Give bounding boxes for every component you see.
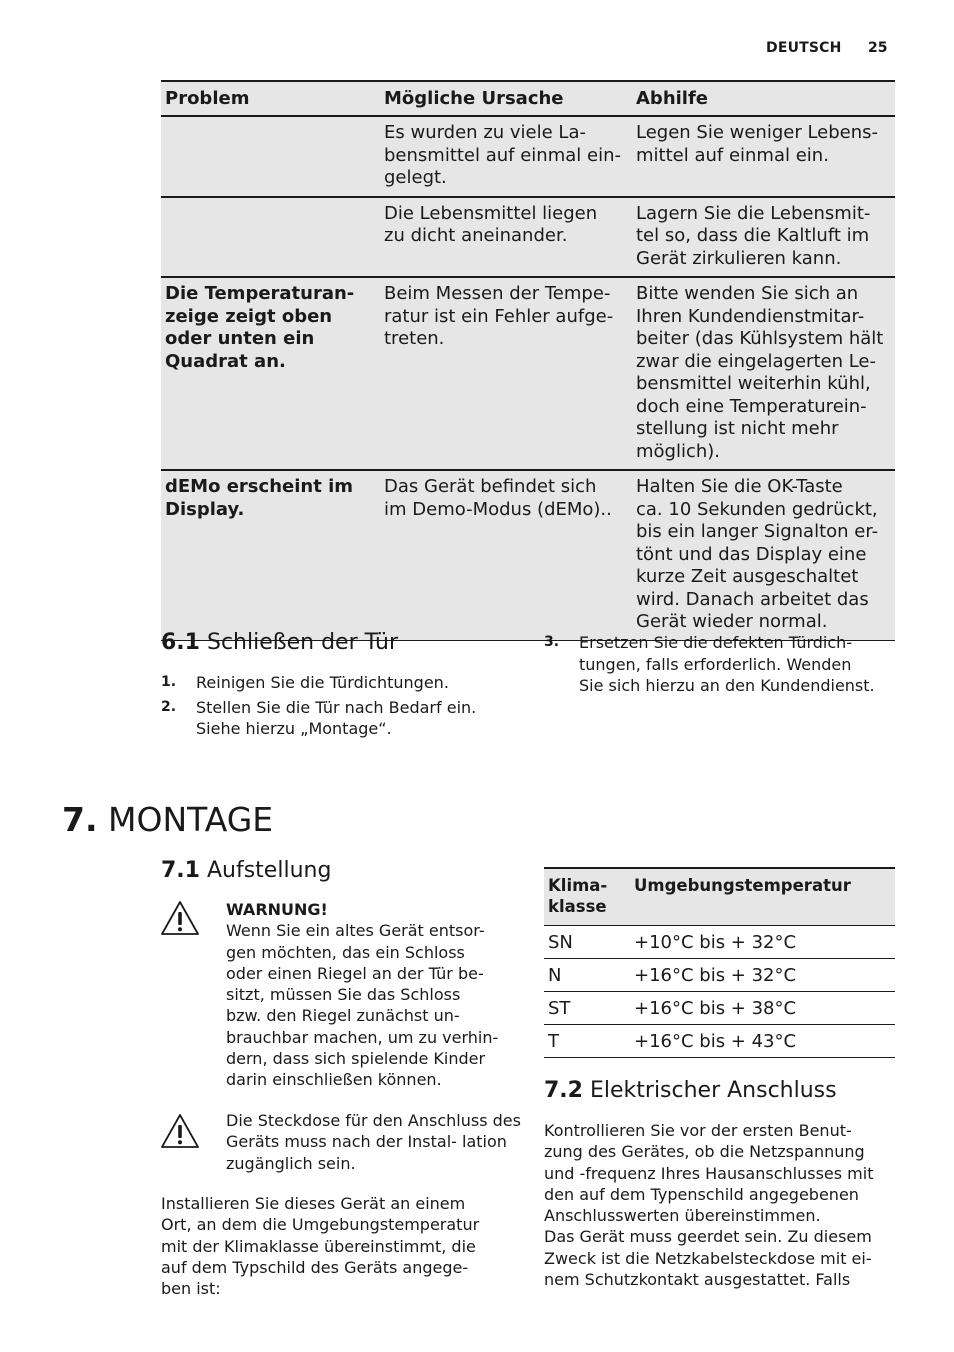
remedy-cell: Halten Sie die OK-Taste ca. 10 Sekunden gedrückt, bis ein langer Signalton er- tönt und das Display eine kurze Zeit ausgeschaltet wird. Danach arbeitet das Gerät wieder normal. bbox=[632, 470, 895, 640]
table-row bbox=[544, 992, 895, 1025]
chapter-heading bbox=[62, 800, 273, 839]
section-number: 6.1 bbox=[161, 630, 200, 655]
table-row bbox=[161, 197, 895, 278]
cause-cell: Es wurden zu viele La- bensmittel auf einmal ein- gelegt. bbox=[380, 116, 632, 197]
table-row bbox=[544, 926, 895, 959]
column-header-class: Klima- klasse bbox=[544, 868, 630, 926]
header-language: DEUTSCH bbox=[766, 40, 842, 56]
section-number: 7.1 bbox=[161, 858, 200, 883]
cause-cell: Die Lebensmittel liegen zu dicht aneinander. bbox=[380, 197, 632, 278]
remedy-cell: Bitte wenden Sie sich an Ihren Kundendienstmitar- beiter (das Kühlsystem hält zwar die eingelagerten Le- bensmittel weiterhin kühl, doch eine Temperaturein- stellung ist nicht mehr möglich). bbox=[632, 277, 895, 470]
climate-class-cell: T bbox=[544, 1025, 630, 1058]
table-row bbox=[544, 959, 895, 992]
cause-cell: Beim Messen der Tempe- ratur ist ein Fehler aufge- treten. bbox=[380, 277, 632, 470]
warning-text: Wenn Sie ein altes Gerät entsor- gen möchten, das ein Schloss oder einen Riegel an der Tür be- sitzt, müssen Sie das Schloss bzw. den Riegel zunächst un- brauchbar machen, um zu verhin- dern, dass sich spielende Kinder darin einschließen können. bbox=[226, 921, 499, 1090]
cause-cell: Das Gerät befindet sich im Demo-Modus (dEMo).. bbox=[380, 470, 632, 640]
column-header-problem: Problem bbox=[161, 81, 380, 116]
column-header-cause: Mögliche Ursache bbox=[380, 81, 632, 116]
temperature-cell: +16°C bis + 38°C bbox=[630, 992, 895, 1025]
electrical-paragraph: Kontrollieren Sie vor der ersten Benut- zung des Gerätes, ob die Netzspannung und -frequenz Ihres Hausanschlusses mit den auf dem Typenschild angegebenen Anschlusswerten übereinstimmen. Das Gerät muss geerdet sein. Zu diesem Zweck ist die Netzkabelsteckdose mit ei- nem Schutzkontakt ausgestattet. Falls bbox=[544, 1121, 874, 1290]
table-row bbox=[161, 277, 895, 470]
step-text: Reinigen Sie die Türdichtungen. bbox=[196, 673, 449, 692]
column-header-remedy: Abhilfe bbox=[632, 81, 895, 116]
step-text: Ersetzen Sie die defekten Türdich- tungen, falls erforderlich. Wenden Sie sich hierzu an den Kundendienst. bbox=[579, 633, 875, 695]
problem-cell bbox=[161, 197, 380, 278]
section-number: 7.2 bbox=[544, 1078, 583, 1103]
climate-class-cell: ST bbox=[544, 992, 630, 1025]
list-item bbox=[161, 672, 521, 694]
table-row bbox=[544, 1025, 895, 1058]
steps-list-right bbox=[544, 632, 904, 700]
caution-text: Die Steckdose für den Anschluss des Geräts muss nach der Instal- lation zugänglich sein. bbox=[226, 1111, 521, 1173]
temperature-cell: +16°C bis + 43°C bbox=[630, 1025, 895, 1058]
problem-cell: Die Temperaturan- zeige zeigt oben oder unten ein Quadrat an. bbox=[161, 277, 380, 470]
chapter-number: 7. bbox=[62, 800, 98, 839]
table-row bbox=[161, 116, 895, 197]
page-number: 25 bbox=[868, 40, 888, 56]
list-item bbox=[544, 632, 904, 697]
step-text: Stellen Sie die Tür nach Bedarf ein. Siehe hierzu „Montage“. bbox=[196, 697, 477, 738]
section-title: Schließen der Tür bbox=[206, 630, 399, 655]
step-number: 1. bbox=[161, 674, 177, 690]
warning-block bbox=[226, 899, 526, 1091]
warning-icon bbox=[160, 900, 200, 936]
troubleshooting-table bbox=[161, 80, 895, 641]
problem-cell bbox=[161, 116, 380, 197]
table-row bbox=[161, 470, 895, 640]
caution-icon bbox=[160, 1113, 200, 1149]
climate-class-table bbox=[544, 867, 895, 1058]
table-header-row bbox=[161, 81, 895, 116]
section-title: Elektrischer Anschluss bbox=[589, 1078, 837, 1103]
section-heading-7-2 bbox=[544, 1078, 837, 1103]
warning-title: WARNUNG! bbox=[226, 900, 328, 919]
climate-class-cell: N bbox=[544, 959, 630, 992]
section-heading-7-1 bbox=[161, 858, 331, 883]
section-heading-6-1 bbox=[161, 630, 398, 655]
table-header-row bbox=[544, 868, 895, 926]
remedy-cell: Legen Sie weniger Lebens- mittel auf einmal ein. bbox=[632, 116, 895, 197]
remedy-cell: Lagern Sie die Lebensmit- tel so, dass die Kaltluft im Gerät zirkulieren kann. bbox=[632, 197, 895, 278]
temperature-cell: +16°C bis + 32°C bbox=[630, 959, 895, 992]
temperature-cell: +10°C bis + 32°C bbox=[630, 926, 895, 959]
list-item bbox=[161, 697, 521, 740]
steps-list-left bbox=[161, 672, 521, 743]
step-number: 2. bbox=[161, 698, 177, 715]
chapter-title: MONTAGE bbox=[108, 800, 274, 839]
section-title: Aufstellung bbox=[206, 858, 332, 883]
problem-cell: dEMo erscheint im Display. bbox=[161, 470, 380, 640]
climate-class-cell: SN bbox=[544, 926, 630, 959]
installation-paragraph: Installieren Sie dieses Gerät an einem Ort, an dem die Umgebungstemperatur mit der Klimaklasse übereinstimmt, die auf dem Typschild des Geräts angege- ben ist: bbox=[161, 1194, 480, 1299]
column-header-temperature: Umgebungstemperatur bbox=[630, 868, 895, 926]
step-number: 3. bbox=[544, 634, 560, 650]
